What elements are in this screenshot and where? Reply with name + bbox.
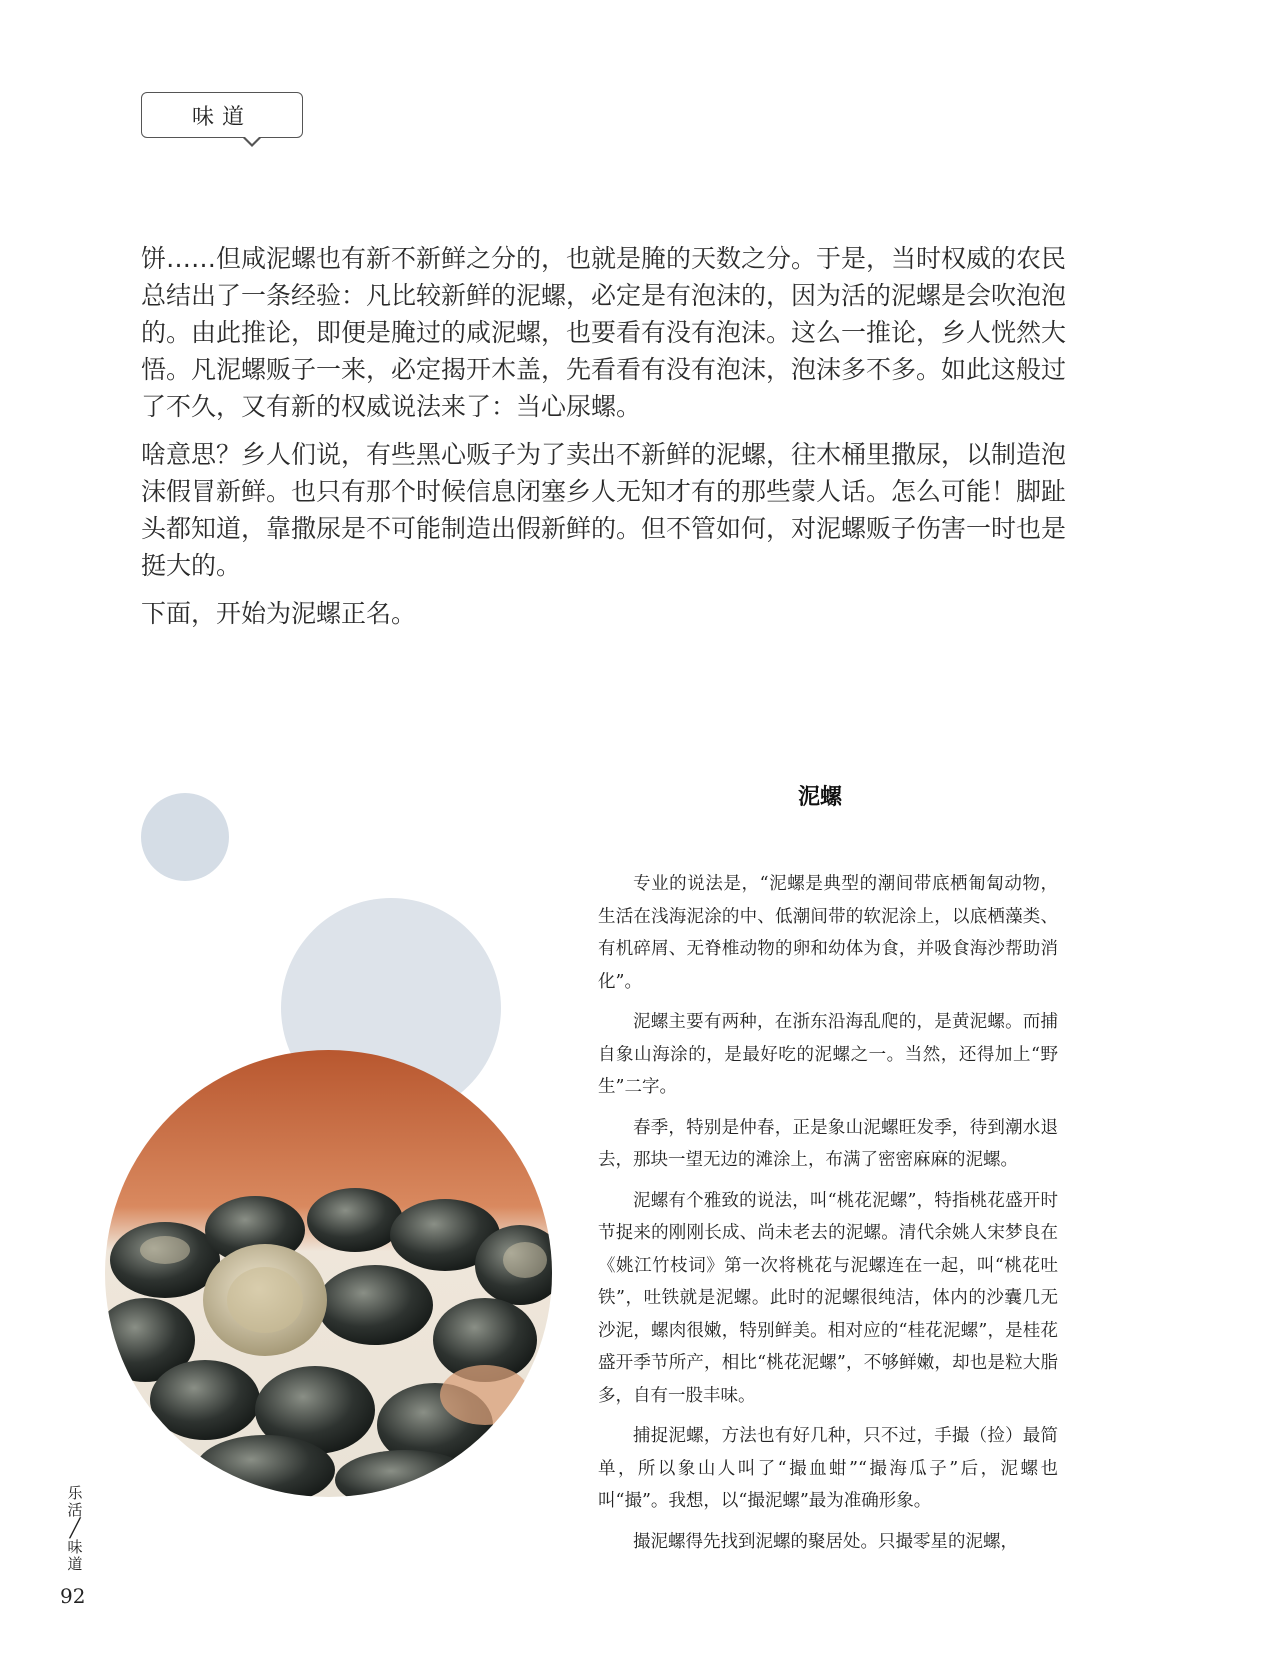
intro-paragraph: 饼……但咸泥螺也有新不新鲜之分的，也就是腌的天数之分。于是，当时权威的农民总结出了一条经验：凡比较新鲜的泥螺，必定是有泡沫的，因为活的泥螺是会吹泡泡的。由此推论，即便是腌过的咸泥螺，也要看有没有泡沫。这么一推论，乡人恍然大悟。凡泥螺贩子一来，必定揭开木盖，先看看有没有泡沫，泡沫多不多。如此这般过了不久，又有新的权威说法来了：当心尿螺。 (141, 244, 1067, 421)
sidebar-paragraph: 专业的说法是，“泥螺是典型的潮间带底栖匍匐动物，生活在浅海泥涂的中、低潮间带的软泥涂上，以底栖藻类、有机碎屑、无脊椎动物的卵和幼体为食，并吸食海沙帮助消化”。 (598, 874, 1058, 992)
sidebar-paragraph: 撮泥螺得先找到泥螺的聚居处。只撮零星的泥螺， (633, 1531, 1018, 1552)
sidebar-paragraph: 春季，特别是仲春，正是象山泥螺旺发季，待到潮水退去，那块一望无边的滩涂上，布满了密密麻麻的泥螺。 (598, 1117, 1058, 1170)
sidebar-body (598, 868, 1058, 1566)
sidebar-paragraph: 泥螺主要有两种，在浙东沿海乱爬的，是黄泥螺。而捕自象山海涂的，是最好吃的泥螺之一。当然，还得加上“野生”二字。 (598, 1012, 1058, 1097)
sidebar-paragraph: 捕捉泥螺，方法也有好几种，只不过，手撮（捡）最简单，所以象山人叫了“撮血蚶”“撮海瓜子”后，泥螺也叫“撮”。我想，以“撮泥螺”最为准确形象。 (598, 1426, 1058, 1511)
intro-paragraph: 下面，开始为泥螺正名。 (141, 599, 417, 628)
sidebar-title: 泥螺 (798, 784, 843, 810)
footer-subsection: 味道 (67, 1538, 83, 1573)
intro-text (141, 240, 1066, 643)
running-footer (62, 1485, 88, 1573)
intro-paragraph: 啥意思？乡人们说，有些黑心贩子为了卖出不新鲜的泥螺，往木桶里撒尿，以制造泡沫假冒新鲜。也只有那个时候信息闭塞乡人无知才有的那些蒙人话。怎么可能！脚趾头都知道，靠撒尿是不可能制造出假新鲜的。但不管如何，对泥螺贩子伤害一时也是挺大的。 (141, 440, 1067, 580)
footer-section: 乐活 (67, 1484, 83, 1519)
page-number: 92 (60, 1584, 86, 1608)
section-tag-label: 味道 (191, 104, 252, 130)
footer-separator: ╱ (69, 1518, 81, 1539)
snail-photo (105, 1050, 552, 1497)
sidebar-paragraph: 泥螺有个雅致的说法，叫“桃花泥螺”，特指桃花盛开时节捉来的刚刚长成、尚未老去的泥螺。清代余姚人宋梦良在《姚江竹枝词》第一次将桃花与泥螺连在一起，叫“桃花吐铁”，吐铁就是泥螺。此时的泥螺很纯洁，体内的沙囊几无沙泥，螺肉很嫩，特别鲜美。相对应的“桂花泥螺”，是桂花盛开季节所产，相比“桃花泥螺”，不够鲜嫩，却也是粒大脂多，自有一股丰味。 (598, 1190, 1058, 1406)
decorative-circle-small (141, 793, 229, 881)
section-tag-pointer (242, 137, 262, 147)
section-tag (141, 92, 303, 138)
